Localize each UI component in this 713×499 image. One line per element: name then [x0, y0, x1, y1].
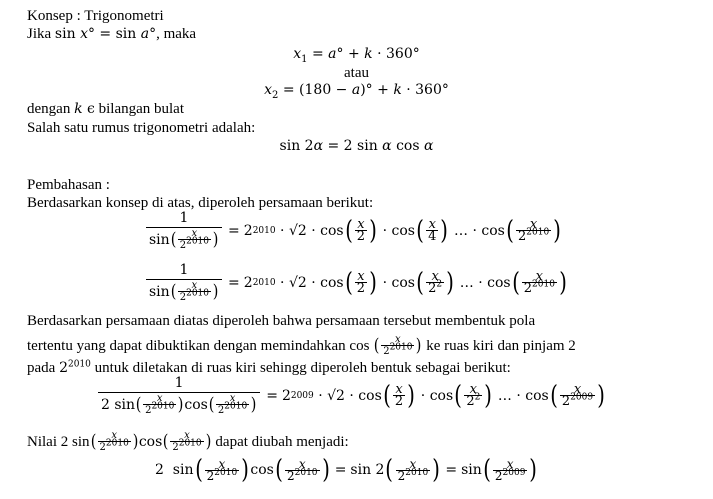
konsep-intro: Jika sin x° = sin a°, maka	[27, 26, 197, 42]
paragraph-line-3: pada $2^{2010}$ untuk diletakan di ruas kiri sehingg diperoleh bentuk sebagai berikut:	[27, 359, 511, 376]
equation-3: 1 2 sin ( $\frac{x}{2^{2010}}$ ) cos ( $\frac{x}{2^{2010}}$ ) = 2 2009 · √2 · cos ( $\frac{x}{2}$ ) · cos ( $\frac{x}{2^2}$ ) … · cos ( $\frac{x}{2^{2009}}$ )	[96, 375, 606, 416]
equation-2: 1 sin ( $\frac{x}{2^{2010}}$ ) = 2 2010 · √2 · cos ( $\frac{x}{2}$ ) · cos ( $\frac{x}{2^2}$ ) … · cos ( $\frac{x}{2^{2010}}$ )	[144, 262, 568, 303]
konsep-title: Konsep : Trigonometri	[27, 8, 164, 24]
nilai-line: Nilai 2 sin ( $\frac{x}{2^{2010}}$ ) cos ( $\frac{x}{2^{2010}}$ ) dapat diubah menjadi:	[27, 430, 349, 453]
equation-1: 1 sin ( $\frac{x}{2^{2010}}$ ) = 2 2010 · √2 · cos ( $\frac{x}{2}$ ) · cos ( $\frac{x}{4}$ ) … · cos ( $\frac{x}{2^{2010}}$ )	[144, 210, 562, 251]
double-angle-formula: sin 2α = 2 sin α cos α	[279, 138, 434, 154]
x2-formula: $x_2 = (180 - a)^\circ + k \cdot 360^\circ$	[264, 82, 449, 101]
k-note: dengan k ϵ bilangan bulat	[27, 101, 185, 117]
final-equation: 2 sin ( $\frac{x}{2^{2010}}$ ) cos ( $\frac{x}{2^{2010}}$ ) = sin 2 ( $\frac{x}{2^{2010}}$ ) = sin ( $\frac{x}{2^{2009}}$ )	[155, 455, 538, 485]
or-text: atau	[344, 65, 369, 81]
paragraph-line-2: tertentu yang dapat dibuktikan dengan memindahkan cos ( $\frac{x}{2^{2010}}$ ) ke ruas kiri dan pinjam 2	[27, 334, 576, 357]
pembahasan-title: Pembahasan :	[27, 177, 110, 193]
pembahasan-intro: Berdasarkan konsep di atas, diperoleh persamaan berikut:	[27, 195, 374, 211]
rumus-intro: Salah satu rumus trigonometri adalah:	[27, 120, 256, 136]
paragraph-line-1: Berdasarkan persamaan diatas diperoleh bahwa persamaan tersebut membentuk pola	[27, 313, 536, 329]
x1-formula: $x_1 = a^\circ + k \cdot 360^\circ$	[293, 46, 420, 65]
